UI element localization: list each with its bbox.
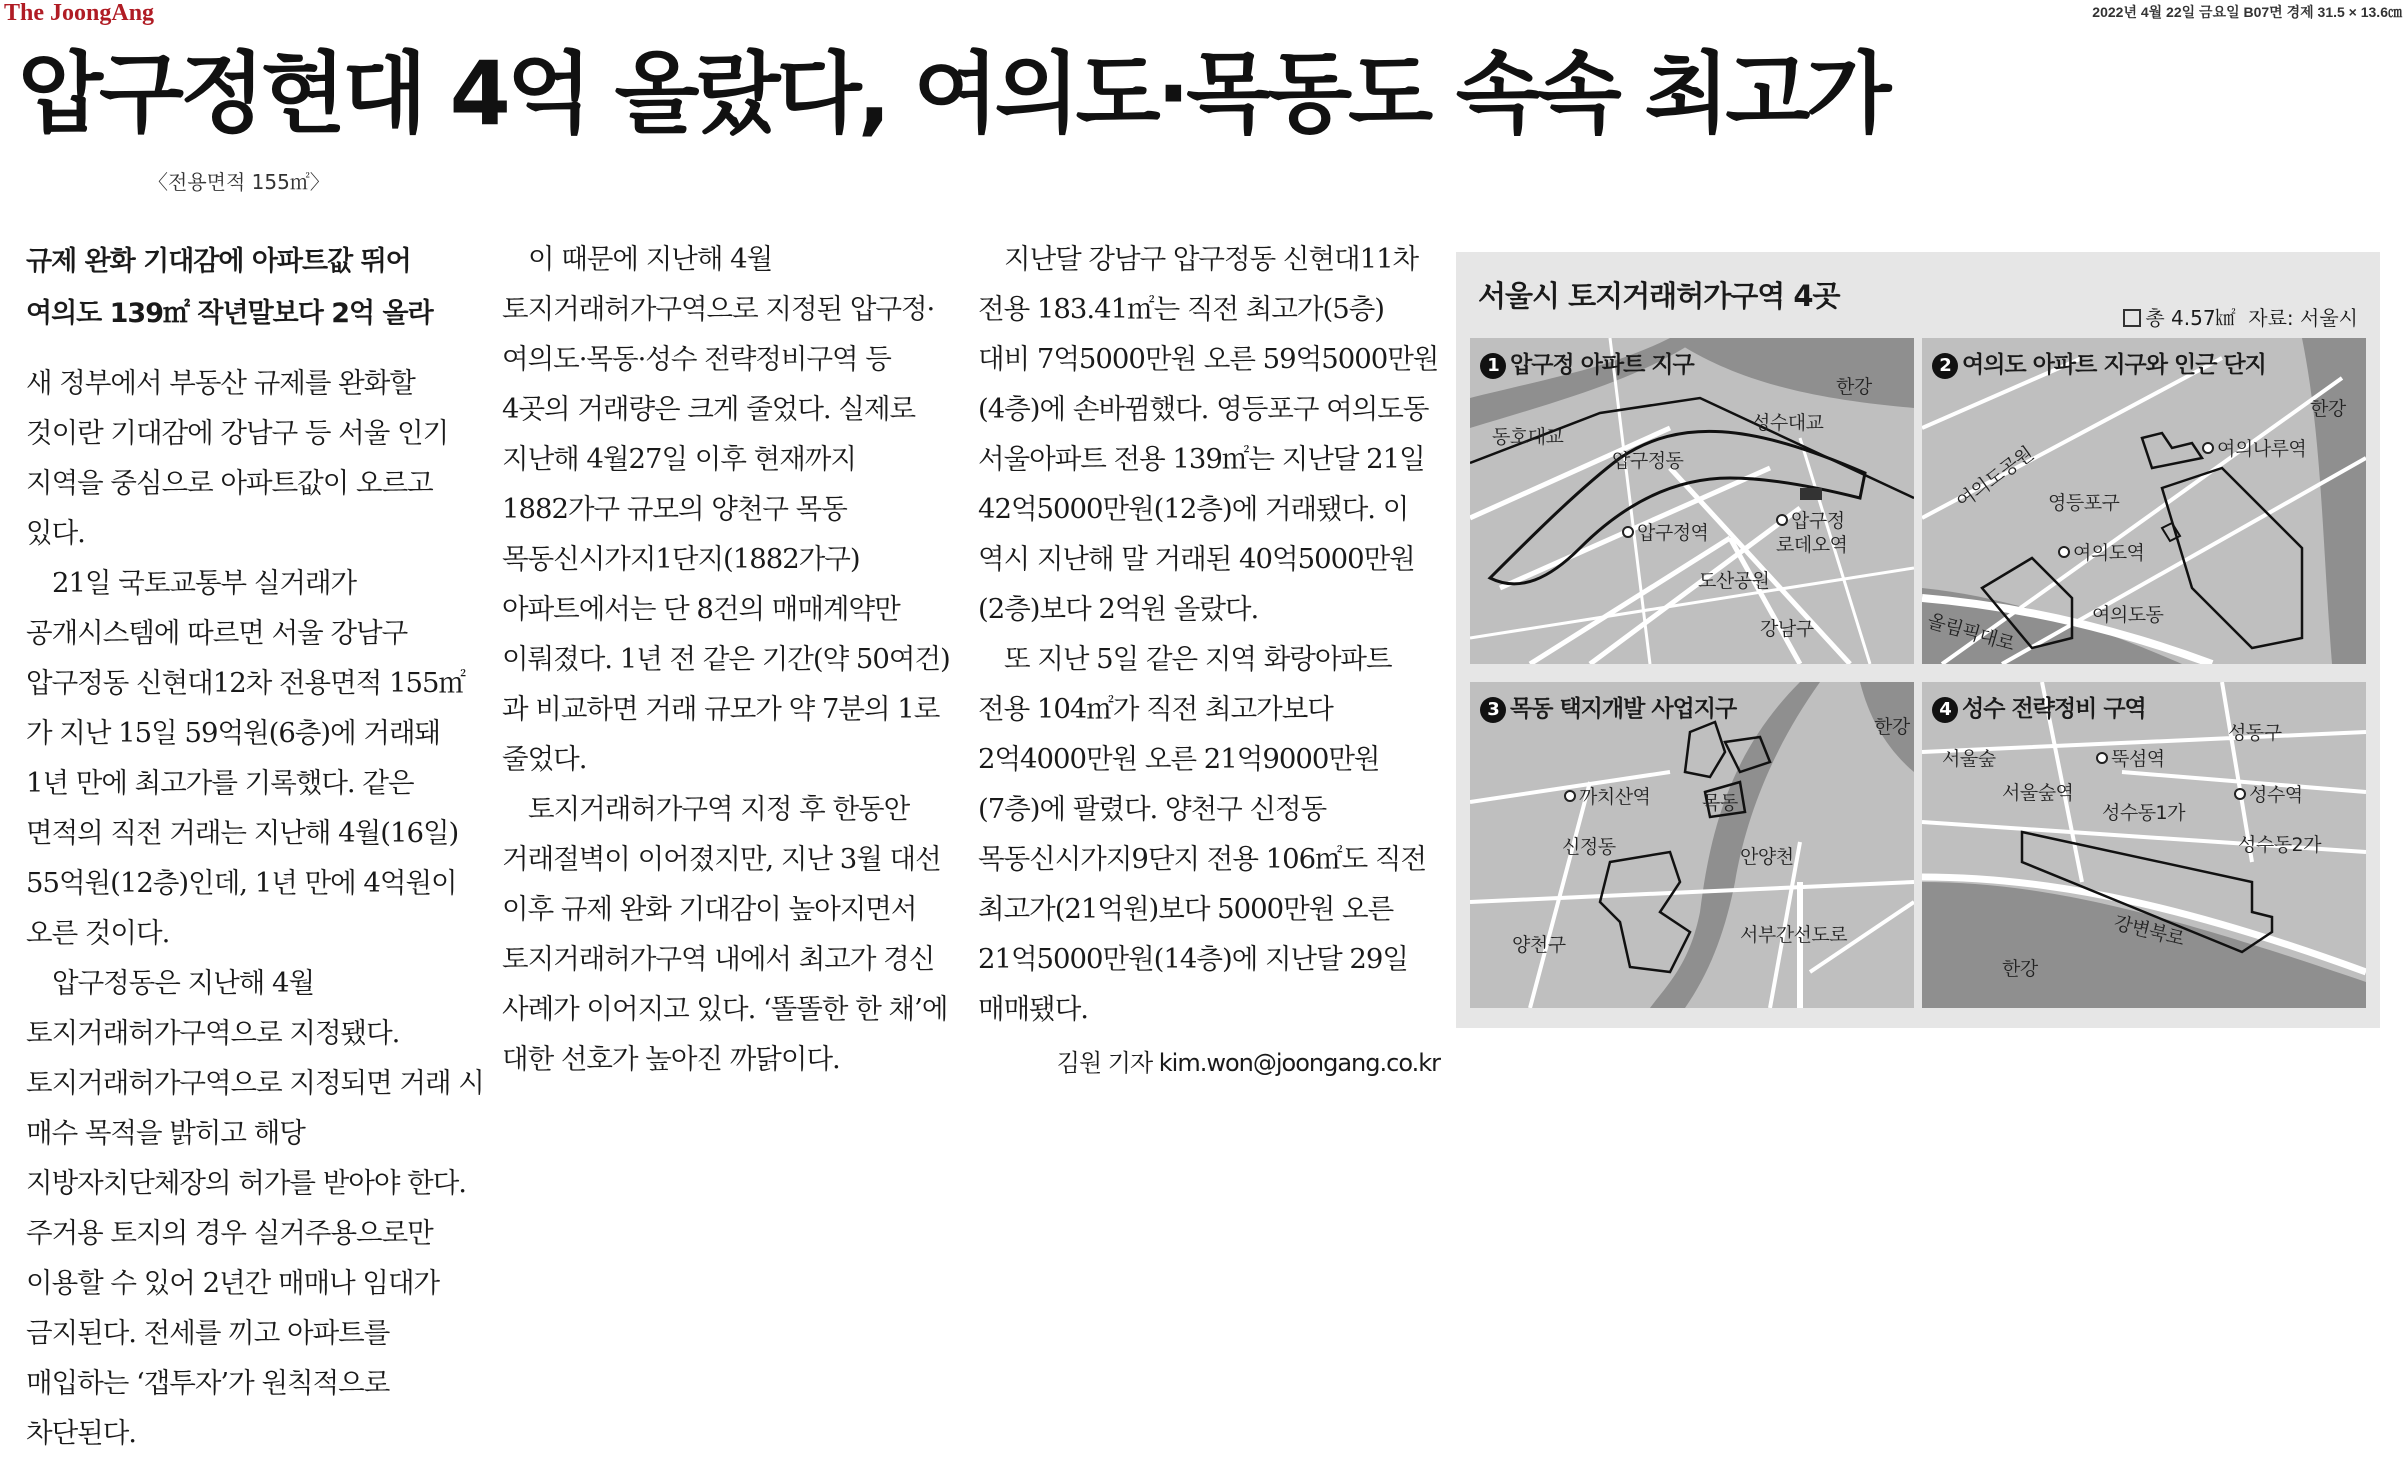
paragraph: 토지거래허가구역 지정 후 한동안 거래절벽이 이어졌지만, 지난 3월 대선 이후 규제 완화 기대감이 높아지면서 토지거래허가구역 내에서 최고가 경신 사례가 이어지고 있다. ‘똘똘한 한 채’에 대한 선호가 높아진 까닭이다. [502,793,948,1075]
map-title-text: 성수 전략정비 구역 [1962,696,2146,722]
map-label: 로데오역 [1776,534,1848,556]
map-label: 도산공원 [1698,570,1770,592]
station-dot-icon [2202,442,2214,454]
map-label: 압구정 [1776,506,1845,533]
newspaper-logo: The JoongAng [4,0,155,26]
map-label: 압구정동 [1612,450,1684,472]
map-label: 서울숲 [1942,748,1996,770]
map-label: 안양천 [1740,846,1794,868]
byline: 김원 기자 kim.won@joongang.co.kr [1056,1049,1440,1077]
subhead [26,236,488,340]
map-label: 압구정역 [1622,518,1708,545]
map-label: 성수동1가 [2102,802,2186,824]
map-source: 자료: 서울시 [2248,306,2358,330]
map-label: 한강 [1836,376,1872,398]
paragraph: 지난달 강남구 압구정동 신현대11차 전용 183.41㎡는 직전 최고가(5층) 대비 7억5000만원 오른 59억5000만원(4층)에 손바뀜했다. 영등포구 여의도동 서울아파트 전용 139㎡는 지난달 21일 42억5000만원(12층)에 거래됐다. 이 역시 지난해 말 거래된 40억5000만원(2층)보다 2억원 올랐다. [978,243,1439,625]
headline: 압구정현대 4억 올랐다, 여의도·목동도 속속 최고가 [18,42,1888,145]
map-label: 성동구 [2228,722,2282,744]
map-label: 양천구 [1512,934,1566,956]
map-number-badge: 3 [1480,697,1506,723]
station-dot-icon [2234,788,2246,800]
article-column-2 [502,234,964,1084]
map-label: 여의도동 [2092,604,2164,626]
map-panel [1456,252,2380,1028]
legend-area: 총 4.57㎢ [2145,306,2236,330]
paragraph: 압구정동은 지난해 4월 토지거래허가구역으로 지정됐다. 토지거래허가구역으로 지정되면 거래 시 매수 목적을 밝히고 해당 지방자치단체장의 허가를 받아야 한다. 주거용 토지의 경우 실거주용으로만 이용할 수 있어 2년간 매매나 임대가 금지된다. 전세를 끼고 아파트를 매입하는 ‘갭투자’가 원칙적으로 차단된다. [26,967,484,1449]
map-label: 올림픽대로 [1924,609,2017,656]
map-panel-title: 서울시 토지거래허가구역 4곳 [1478,279,1840,313]
map-label: 성수대교 [1752,412,1824,434]
paragraph: 이 때문에 지난해 4월 토지거래허가구역으로 지정된 압구정·여의도·목동·성수 전략정비구역 등 4곳의 거래량은 크게 줄었다. 실제로 지난해 4월27일 이후 현재까지 1882가구 규모의 양천구 목동 목동신시가지1단지(1882가구) 아파트에서는 단 8건의 매매계약만 이뤄졌다. 1년 전 같은 기간(약 50여건)과 비교하면 거래 규모가 약 7분의 1로 줄었다. [502,243,950,775]
map-seongsu [1922,682,2366,1008]
map-title-text: 여의도 아파트 지구와 인근 단지 [1962,352,2266,378]
map-label: 영등포구 [2048,492,2120,514]
map-label: 여의나루역 [2202,434,2306,461]
map-label: 까치산역 [1564,782,1650,809]
map-label: 여의도공원 [1952,442,2038,514]
map-label: 강변북로 [2111,911,2187,951]
subhead-line-2: 여의도 139㎡ 작년말보다 2억 올라 [26,298,433,329]
map-label: 동호대교 [1492,426,1564,448]
map-label: 여의도역 [2058,538,2144,565]
paragraph: 또 지난 5일 같은 지역 화랑아파트 전용 104㎡가 직전 최고가보다 2억4000만원 오른 21억9000만원(7층)에 팔렸다. 양천구 신정동 목동신시가지9단지 전용 106㎡도 직전 최고가(21억원)보다 5000만원 오른 21억5000만원(14층)에 지난달 29일 매매됐다. [978,643,1427,1025]
station-dot-icon [1564,790,1576,802]
paragraph: 새 정부에서 부동산 규제를 완화할 것이란 기대감에 강남구 등 서울 인기 지역을 중심으로 아파트값이 오르고 있다. [26,367,449,549]
station-dot-icon [2058,546,2070,558]
article-column-3 [978,234,1440,1088]
zone-square-icon [2123,309,2141,327]
map-panel-legend [2123,302,2358,331]
subhead-line-1: 규제 완화 기대감에 아파트값 뛰어 [26,246,411,277]
station-dot-icon [2096,752,2108,764]
map-yeouido [1922,338,2366,664]
map-label: 한강 [2310,398,2346,420]
map-mokdong-graphic [1470,682,1914,1008]
map-number-badge: 1 [1480,353,1506,379]
map-label: 뚝섬역 [2096,744,2165,771]
map-label: 한강 [2002,958,2038,980]
map-label: 성수역 [2234,780,2303,807]
map-apgujeong [1470,338,1914,664]
map-mokdong [1470,682,1914,1008]
map-number-badge: 2 [1932,353,1958,379]
map-label: 성수동2가 [2238,834,2322,856]
map-title [1480,346,1694,379]
map-title-text: 압구정 아파트 지구 [1510,352,1694,378]
map-label: 강남구 [1760,618,1814,640]
station-dot-icon [1776,514,1788,526]
map-title [1480,690,1736,723]
map-number-badge: 4 [1932,697,1958,723]
map-label: 서부간선도로 [1740,924,1848,946]
map-title [1932,690,2146,723]
map-label: 목동 [1702,792,1738,814]
station-dot-icon [1622,526,1634,538]
map-title-text: 목동 택지개발 사업지구 [1510,696,1737,722]
masthead [0,0,2408,28]
paragraph: 21일 국토교통부 실거래가 공개시스템에 따르면 서울 강남구 압구정동 신현대12차 전용면적 155㎡가 지난 15일 59억원(6층)에 거래돼 1년 만에 최고가를 기록했다. 같은 면적의 직전 거래는 지난해 4월(16일) 55억원(12층)인데, 1년 만에 4억원이 오른 것이다. [26,567,465,949]
photo-caption: 〈전용면적 155㎡〉 [148,170,330,194]
map-title [1932,346,2266,379]
map-label: 신정동 [1562,836,1616,858]
map-label: 서울숲역 [2002,782,2074,804]
map-label: 한강 [1874,716,1910,738]
article-column-1 [26,236,488,1458]
dateline: 2022년 4월 22일 금요일 B07면 경제 31.5 × 13.6㎝ [2092,4,2402,20]
